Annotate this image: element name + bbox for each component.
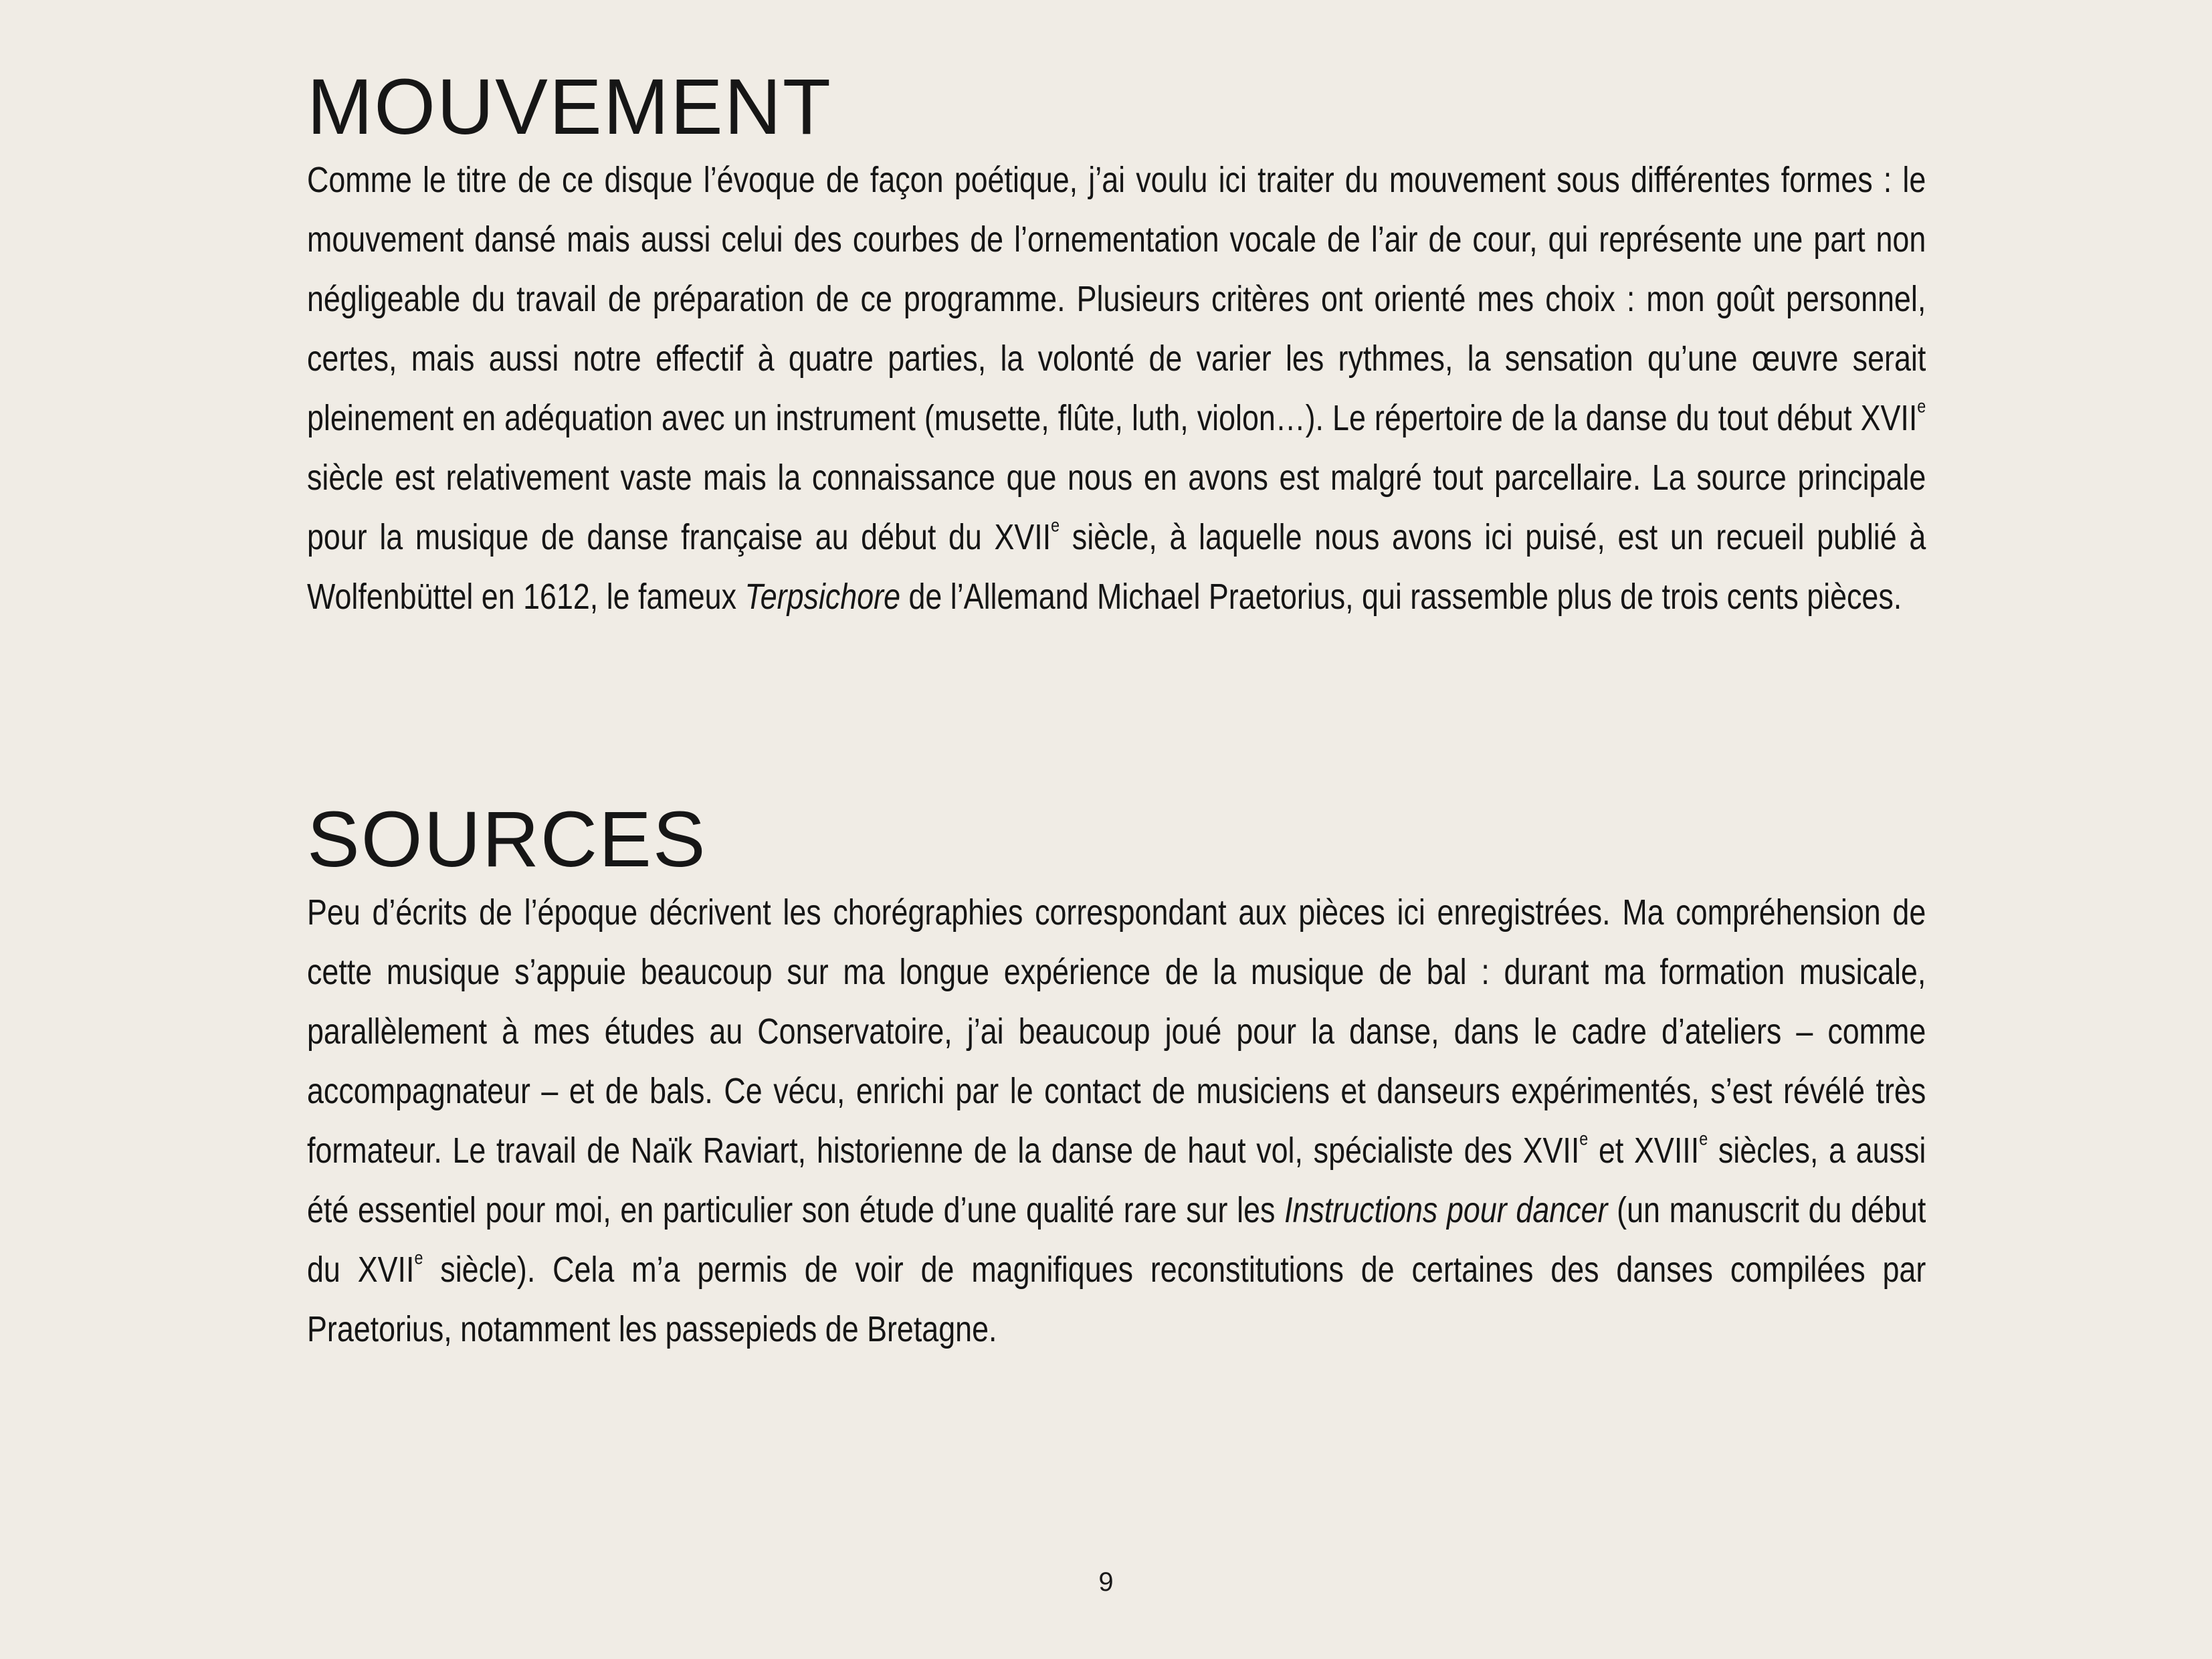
italic-title-terpsichore: Terpsichore [744,577,900,617]
text-run: (un manuscrit du début du XVII [307,1190,1926,1290]
superscript: e [1699,1128,1708,1149]
paragraph-mouvement [307,151,1926,627]
italic-title-instructions: Instructions pour dancer [1284,1190,1608,1230]
text-run: et XVIII [1588,1131,1700,1171]
text-run: siècle). Cela m’a permis de voir de magnifiques reconstitutions de certaines des danses compilées par Praetorius, notamment les passepieds de Bretagne. [307,1250,1926,1349]
text-run: Peu d’écrits de l’époque décrivent les chorégraphies correspondant aux pièces ici enregistrées. Ma compréhension de cette musique s’appuie beaucoup sur ma longue expérience de la musique de bal : durant ma formation musicale, parallèlement à mes études au Conservatoire, j’ai beaucoup joué pour la danse, dans le cadre d’ateliers – comme accompagnateur – et de bals. Ce vécu, enrichi par le contact de musiciens et danseurs expérimentés, s’est révélé très formateur. Le travail de Naïk Raviart, historienne de la danse de haut vol, spécialiste des XVII [307,892,1926,1171]
text-run: siècle est relativement vaste mais la connaissance que nous en avons est malgré tout parcellaire. La source principale pour la musique de danse française au début du XVII [307,458,1926,557]
text-run: de l’Allemand Michael Praetorius, qui rassemble plus de trois cents pièces. [900,577,1902,617]
text-run: siècles, a aussi été essentiel pour moi, en particulier son étude d’une qualité rare sur les [307,1131,1926,1230]
superscript: e [414,1247,423,1268]
superscript: e [1579,1128,1589,1149]
section-heading-sources: SOURCES [307,795,707,884]
section-mouvement [307,64,1926,627]
section-heading-mouvement: MOUVEMENT [307,63,832,151]
section-sources [307,796,1926,1359]
paragraph-sources [307,883,1926,1359]
text-run: Comme le titre de ce disque l’évoque de façon poétique, j’ai voulu ici traiter du mouvement sous différentes formes : le mouvement dansé mais aussi celui des courbes de l’ornementation vocale de l’air de cour, qui représente une part non négligeable du travail de préparation de ce programme. Plusieurs critères ont orienté mes choix : mon goût personnel, certes, mais aussi notre effectif à quatre parties, la volonté de varier les rythmes, la sensation qu’une œuvre serait pleinement en adéquation avec un instrument (musette, flûte, luth, violon…). Le répertoire de la danse du tout début XVII [307,160,1926,438]
superscript: e [1917,395,1926,417]
text-run: siècle, à laquelle nous avons ici puisé, est un recueil publié à Wolfenbüttel en 1612, le fameux [307,517,1926,617]
superscript: e [1051,514,1060,536]
page-number: 9 [1098,1567,1114,1597]
